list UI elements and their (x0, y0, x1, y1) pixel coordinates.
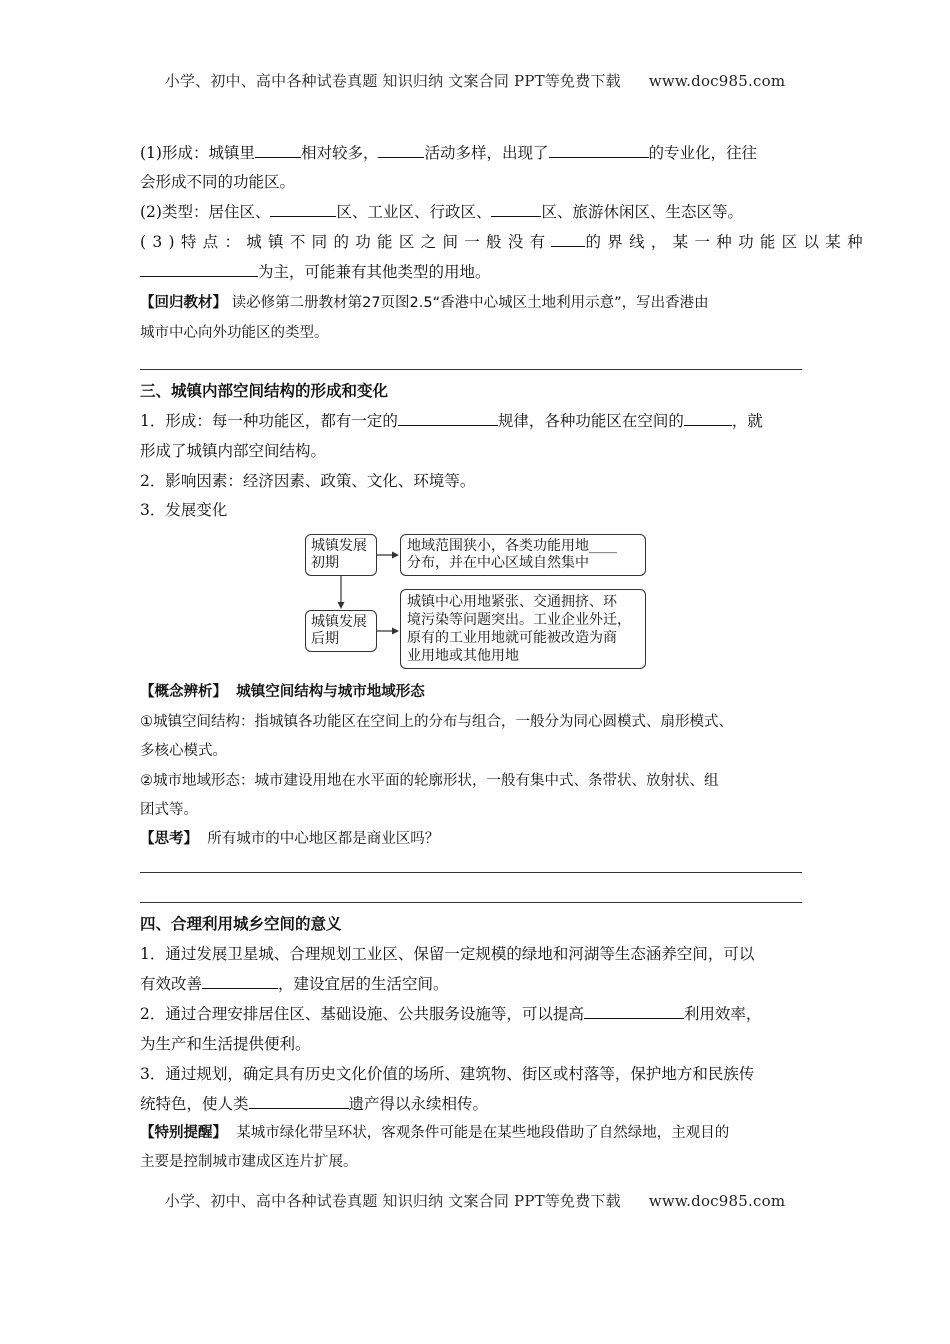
think-tag: 【思考】 (140, 831, 198, 847)
s4-point-3-line-2: 统特色，使人类 遗产得以永续相传。 (140, 1095, 489, 1113)
s4-point-1-line-2: 有效改善 ，建设宜居的生活空间。 (140, 975, 449, 993)
s3-factors-line: 2．影响因素：经济因素、政策、文化、环境等。 (140, 472, 476, 490)
review-textbook-line-1: 【回归教材】 读必修第二册教材第27页图2.5“香港中心城区土地利用示意”，写出香港由 (140, 295, 709, 311)
stage-early-desc-box: 地域范围狭小，各类功能用地____ 分布，并在中心区域自然集中 (400, 534, 646, 576)
answer-blank[interactable] (249, 1093, 349, 1109)
stage-early-box: 城镇发展 初期 (305, 534, 377, 576)
stage-late-box: 城镇发展 后期 (305, 610, 377, 652)
section-3-heading: 三、城镇内部空间结构的形成和变化 (140, 382, 389, 400)
arrow-right-icon (377, 552, 399, 559)
answer-line[interactable] (140, 872, 802, 873)
special-tip-tag: 【特别提醒】 (140, 1125, 227, 1141)
page-footer (0, 1190, 950, 1211)
concept-1-line-1: ①城镇空间结构：指城镇各功能区在空间上的分布与组合，一般分为同心圆模式、扇形模式、 (140, 714, 733, 730)
think-line: 【思考】 所有城市的中心地区都是商业区吗？ (140, 831, 440, 847)
stage-late-desc-box: 城镇中心用地紧张、交通拥挤、环 境污染等问题突出。工业企业外迁， 原有的工业用地就可能被改造为商 业用地或其他用地 (400, 589, 646, 669)
s4-point-2-line-2: 为生产和生活提供便利。 (140, 1035, 311, 1053)
s3-formation-line-2: 形成了城镇内部空间结构。 (140, 442, 327, 460)
footer-text: 小学、初中、高中各种试卷真题 知识归纳 文案合同 PPT等免费下载 (164, 1192, 621, 1210)
features-line-1: (3)特点：城镇不同的功能区之间一般没有 的界线，某一种功能区以某种 (140, 233, 869, 251)
section-4-heading: 四、合理利用城乡空间的意义 (140, 915, 342, 933)
s4-point-3-line-1: 3．通过规划，确定具有历史文化价值的场所、建筑物、街区或村落等，保护地方和民族传 (140, 1065, 755, 1083)
answer-blank[interactable] (202, 973, 278, 989)
formation-line-1: (1)形成：城镇里 相对较多， 活动多样，出现了 的专业化，往往 (140, 144, 758, 162)
s4-point-2-line-1: 2．通过合理安排居住区、基础设施、公共服务设施等，可以提高 利用效率， (140, 1005, 762, 1023)
arrow-down-icon (338, 576, 345, 609)
special-tip-line-2: 主要是控制城市建成区连片扩展。 (140, 1154, 358, 1170)
arrow-right-icon (377, 628, 399, 635)
s3-development-line: 3．发展变化 (140, 501, 228, 519)
types-line: (2)类型：居住区、 区、工业区、行政区、 区、旅游休闲区、生态区等。 (140, 203, 743, 221)
features-line-2: 为主，可能兼有其他类型的用地。 (140, 261, 491, 283)
answer-blank[interactable] (584, 1003, 684, 1019)
concept-2-line-1: ②城市地域形态：城市建设用地在水平面的轮廓形状，一般有集中式、条带状、放射状、组 (140, 773, 719, 789)
s3-formation-line-1: 1．形成：每一种功能区，都有一定的 规律，各种功能区在空间的 ，就 (140, 412, 763, 430)
concept-tag: 【概念辨析】 (140, 684, 227, 700)
review-textbook-line-2: 城市中心向外功能区的类型。 (140, 325, 329, 341)
answer-line[interactable] (140, 902, 802, 903)
concept-title-line: 【概念辨析】 城镇空间结构与城市地域形态 (140, 684, 425, 700)
review-tag: 【回归教材】 (140, 295, 227, 311)
concept-1-line-2: 多核心模式。 (140, 743, 227, 759)
special-tip-line-1: 【特别提醒】 某城市绿化带呈环状，客观条件可能是在某些地段借助了自然绿地，主观目的 (140, 1125, 730, 1141)
header-url[interactable]: www.doc985.com (648, 72, 786, 90)
header-text: 小学、初中、高中各种试卷真题 知识归纳 文案合同 PPT等免费下载 (164, 72, 621, 90)
s4-point-1-line-1: 1．通过发展卫星城、合理规划工业区、保留一定规模的绿地和河湖等生态涵养空间，可以 (140, 945, 755, 963)
footer-url[interactable]: www.doc985.com (648, 1192, 786, 1210)
formation-line-2: 会形成不同的功能区。 (140, 173, 296, 191)
concept-2-line-2: 团式等。 (140, 802, 198, 818)
